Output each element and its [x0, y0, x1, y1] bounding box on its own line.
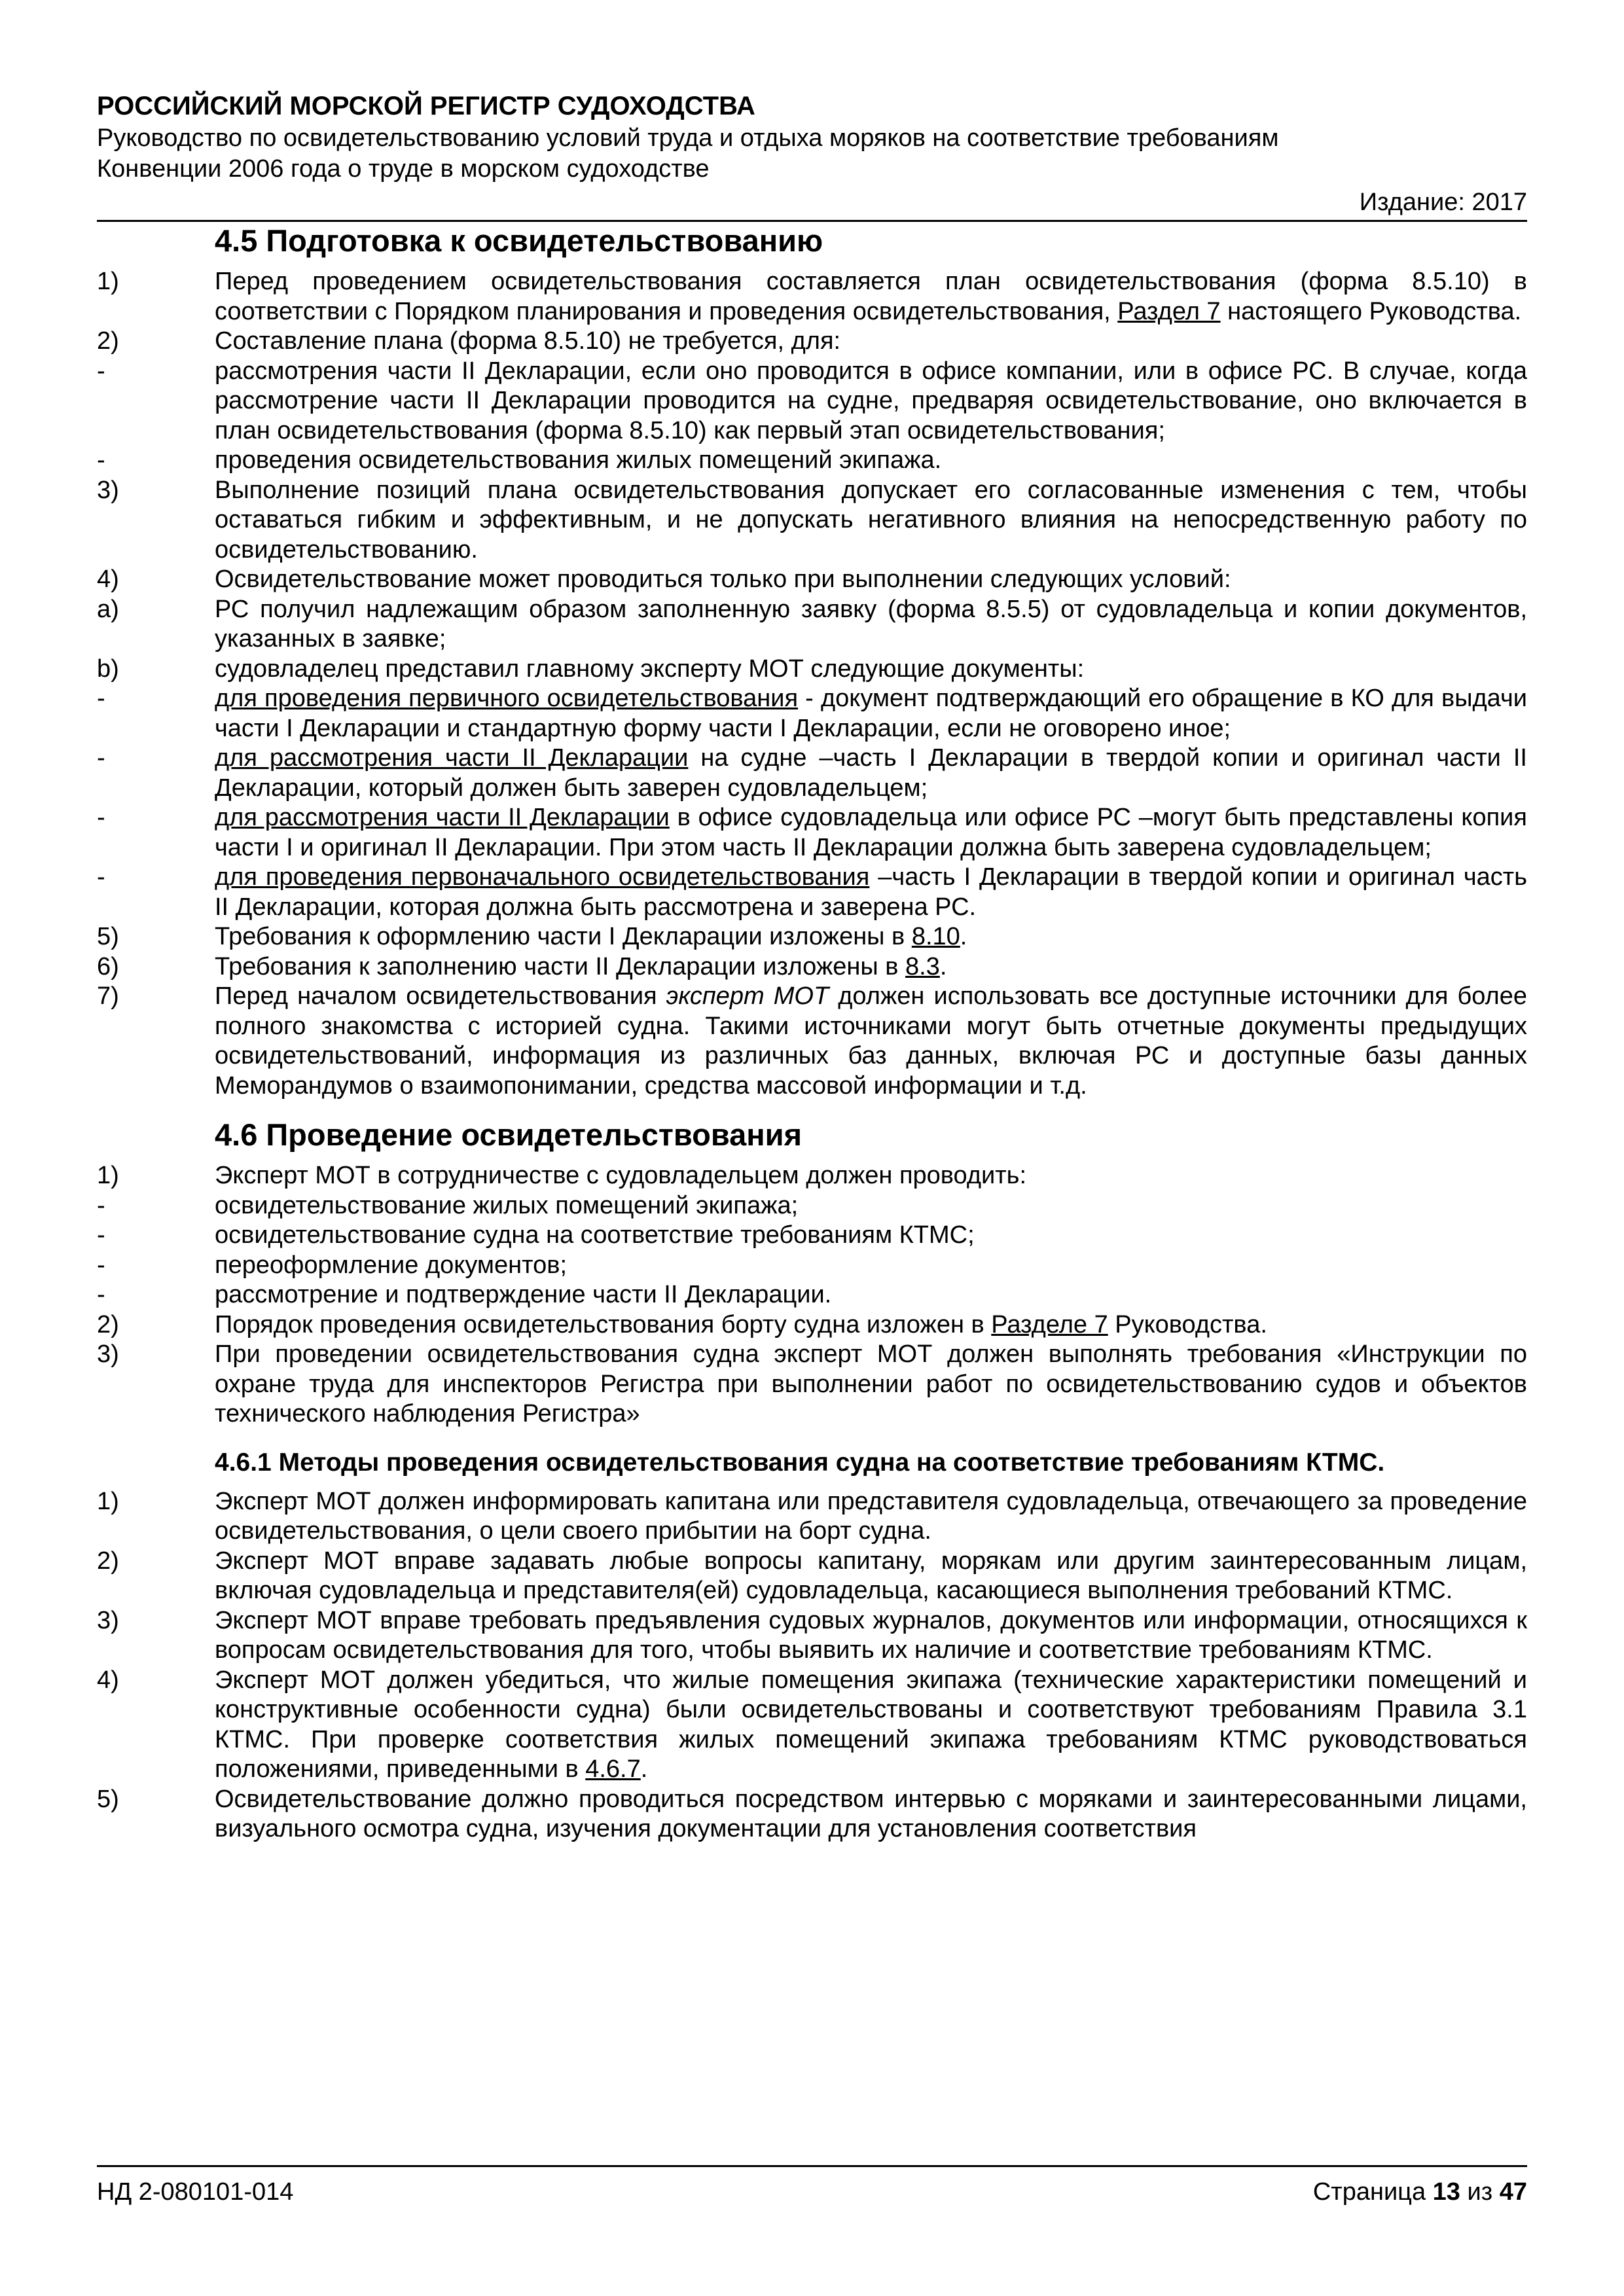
list-marker: 3): [97, 1606, 119, 1634]
list-text: Освидетельствование должно проводиться посредством интервью с моряками и заинтересованными лицами, визуального осмотра судна, изучения документации для установления соответствия: [215, 1785, 1527, 1842]
list-text: Эксперт МОТ вправе задавать любые вопросы капитану, морякам или другим заинтересованным лицам, включая судовладельца и представителя(ей) судовладельца, касающиеся выполнения требований КТМС.: [215, 1547, 1527, 1604]
list-text: Эксперт МОТ в сотрудничестве с судовладельцем должен проводить:: [215, 1162, 1027, 1189]
list-item: [97, 1666, 1527, 1785]
header-title-line-2: Конвенции 2006 года о труде в морском судоходстве: [97, 155, 710, 183]
list-marker: 4): [97, 565, 119, 593]
list-marker: 3): [97, 1340, 119, 1368]
list-item: [97, 1280, 1527, 1310]
subsection-heading-4-6-1: 4.6.1 Методы проведения освидетельствования судна на соответствие требованиям КТМС.: [215, 1448, 1385, 1477]
list-text: проведения освидетельствования жилых помещений экипажа.: [215, 446, 942, 474]
link-section-7[interactable]: Раздел 7: [1117, 297, 1221, 325]
list-text: для проведения первоначального освидетельствования –часть I Декларации в твердой копии и оригинал часть II Декларации, которая должна быть рассмотрена и заверена РС.: [215, 863, 1527, 921]
list-item: [97, 684, 1527, 744]
list-text: Освидетельствование может проводиться только при выполнении следующих условий:: [215, 565, 1231, 593]
list-item: [97, 863, 1527, 922]
list-marker: b): [97, 655, 119, 683]
list-text: для рассмотрения части II Декларации в офисе судовладельца или офисе РС –могут быть представлены копия части I и оригинал II Декларации. При этом часть II Декларации должна быть заверена судовладельцем;: [215, 804, 1527, 861]
list-item: [97, 267, 1527, 327]
list-marker: 6): [97, 952, 119, 980]
list-text: освидетельствование судна на соответствие требованиям КТМС;: [215, 1221, 975, 1249]
list-marker: 7): [97, 982, 119, 1010]
list-marker: 2): [97, 327, 119, 355]
list-marker: -: [97, 685, 105, 712]
list-marker: 2): [97, 1310, 119, 1338]
list-text: Эксперт МОТ должен информировать капитана или представителя судовладельца, отвечающего за проведение освидетельствования, о цели своего прибытии на борт судна.: [215, 1487, 1527, 1545]
list-marker: 1): [97, 1162, 119, 1189]
document-body: [97, 221, 1527, 1844]
list-text: Эксперт МОТ должен убедиться, что жилые помещения экипажа (технические характеристики помещений и конструктивные особенности судна) были освидетельствованы и соответствуют требованиям Правила 3.1 КТМС. При проверке соответствия жилых помещений экипажа требованиям КТМС руководствоваться положениями, приведенными в 4.6.7.: [215, 1666, 1527, 1783]
section-heading-4-6: 4.6 Проведение освидетельствования: [215, 1117, 802, 1152]
footer-document-number: НД 2-080101-014: [97, 2178, 294, 2206]
list-item: [97, 357, 1527, 446]
list-text: для проведения первичного освидетельствования - документ подтверждающий его обращение в КО для выдачи части I Декларации и стандартную форму части I Декларации, если не оговорено иное;: [215, 685, 1528, 742]
list-marker: -: [97, 1251, 105, 1279]
list-text: Выполнение позиций плана освидетельствования допускает его согласованные изменения с тем, чтобы оставаться гибким и эффективным, и не допускать негативного влияния на непосредственную работу по освидетельствованию.: [215, 476, 1527, 564]
list-text: Порядок проведения освидетельствования борту судна изложен в Разделе 7 Руководства.: [215, 1310, 1267, 1338]
list-marker: 3): [97, 476, 119, 504]
list-item: [97, 922, 1527, 952]
footer-divider: [97, 2165, 1527, 2167]
list-item: [97, 1191, 1527, 1221]
list-marker: -: [97, 744, 105, 772]
list-text: рассмотрения части II Декларации, если оно проводится в офисе компании, или в офисе РС. В случае, когда рассмотрение части II Декларации проводится на судне, предваряя освидетельствование, оно включается в план освидетельствования (форма 8.5.10) как первый этап освидетельствования;: [215, 357, 1527, 444]
list-item: [97, 1310, 1527, 1340]
list-marker: -: [97, 804, 105, 831]
list-item: [97, 476, 1527, 565]
list-text: Составление плана (форма 8.5.10) не требуется, для:: [215, 327, 841, 355]
list-item: [97, 982, 1527, 1101]
list-text: При проведении освидетельствования судна эксперт МОТ должен выполнять требования «Инструкции по охране труда для инспекторов Регистра при выполнении работ по освидетельствованию судов и объектов технического наблюдения Регистра»: [215, 1340, 1527, 1427]
list-item: [97, 803, 1527, 863]
list-text: для рассмотрения части II Декларации на судне –часть I Декларации в твердой копии и оригинал части II Декларации, который должен быть заверен судовладельцем;: [215, 744, 1527, 802]
list-marker: a): [97, 595, 119, 623]
list-item: [97, 1547, 1527, 1606]
list-text: рассмотрение и подтверждение части II Декларации.: [215, 1281, 832, 1308]
list-item: [97, 1340, 1527, 1429]
list-text: Эксперт МОТ вправе требовать предъявления судовых журналов, документов или информации, относящихся к вопросам освидетельствования для того, чтобы выявить их наличие и соответствие требованиям КТМС.: [215, 1606, 1527, 1664]
list-item: [97, 595, 1527, 655]
header-organization: РОССИЙСКИЙ МОРСКОЙ РЕГИСТР СУДОХОДСТВА: [97, 92, 755, 120]
list-text: переоформление документов;: [215, 1251, 568, 1279]
section-heading-4-5: 4.5 Подготовка к освидетельствованию: [215, 223, 823, 258]
list-marker: -: [97, 1191, 105, 1219]
list-item: [97, 1606, 1527, 1666]
list-item: [97, 446, 1527, 476]
list-marker: 5): [97, 923, 119, 950]
list-marker: -: [97, 1281, 105, 1308]
list-text: Перед проведением освидетельствования составляется план освидетельствования (форма 8.5.10) в соответствии с Порядком планирования и проведения освидетельствования, Раздел 7 настоящего Руководства.: [215, 268, 1527, 325]
page-total: 47: [1499, 2178, 1527, 2206]
list-marker: -: [97, 357, 105, 385]
link-8-10[interactable]: 8.10: [911, 923, 960, 950]
list-item: [97, 1221, 1527, 1251]
list-marker: 2): [97, 1547, 119, 1575]
list-text: Требования к заполнению части II Декларации изложены в 8.3.: [215, 952, 947, 980]
list-item: [97, 1785, 1527, 1844]
list-marker: 1): [97, 268, 119, 295]
list-text: Требования к оформлению части I Декларации изложены в 8.10.: [215, 923, 967, 950]
list-marker: 5): [97, 1785, 119, 1813]
list-item: [97, 655, 1527, 685]
list-marker: 4): [97, 1666, 119, 1694]
list-marker: -: [97, 446, 105, 474]
list-item: [97, 1487, 1527, 1547]
list-marker: 1): [97, 1487, 119, 1515]
link-section-7[interactable]: Разделе 7: [991, 1310, 1108, 1338]
footer-page-indicator: Страница 13 из 47: [1312, 2178, 1527, 2206]
list-text: освидетельствование жилых помещений экипажа;: [215, 1191, 799, 1219]
list-text: судовладелец представил главному эксперту МОТ следующие документы:: [215, 655, 1085, 683]
list-item: [97, 1161, 1527, 1191]
header-edition: Издание: 2017: [1359, 188, 1527, 216]
page-number: 13: [1432, 2178, 1460, 2206]
link-8-3[interactable]: 8.3: [905, 952, 940, 980]
header-title-line-1: Руководство по освидетельствованию условий труда и отдыха моряков на соответствие требованиям: [97, 124, 1279, 152]
list-marker: -: [97, 1221, 105, 1249]
list-text: РС получил надлежащим образом заполненную заявку (форма 8.5.5) от судовладельца и копии документов, указанных в заявке;: [215, 595, 1527, 653]
list-marker: -: [97, 863, 105, 891]
list-item: [97, 744, 1527, 803]
list-item: [97, 327, 1527, 357]
list-item: [97, 1251, 1527, 1281]
list-item: [97, 565, 1527, 595]
list-item: [97, 952, 1527, 982]
link-4-6-7[interactable]: 4.6.7: [585, 1755, 641, 1783]
list-text: Перед началом освидетельствования эксперт МОТ должен использовать все доступные источники для более полного знакомства с историей судна. Такими источниками могут быть отчетные документы предыдущих освидетельствований, информация из различных баз данных, включая РС и доступные базы данных Меморандумов о взаимопонимании, средства массовой информации и т.д.: [215, 982, 1528, 1100]
